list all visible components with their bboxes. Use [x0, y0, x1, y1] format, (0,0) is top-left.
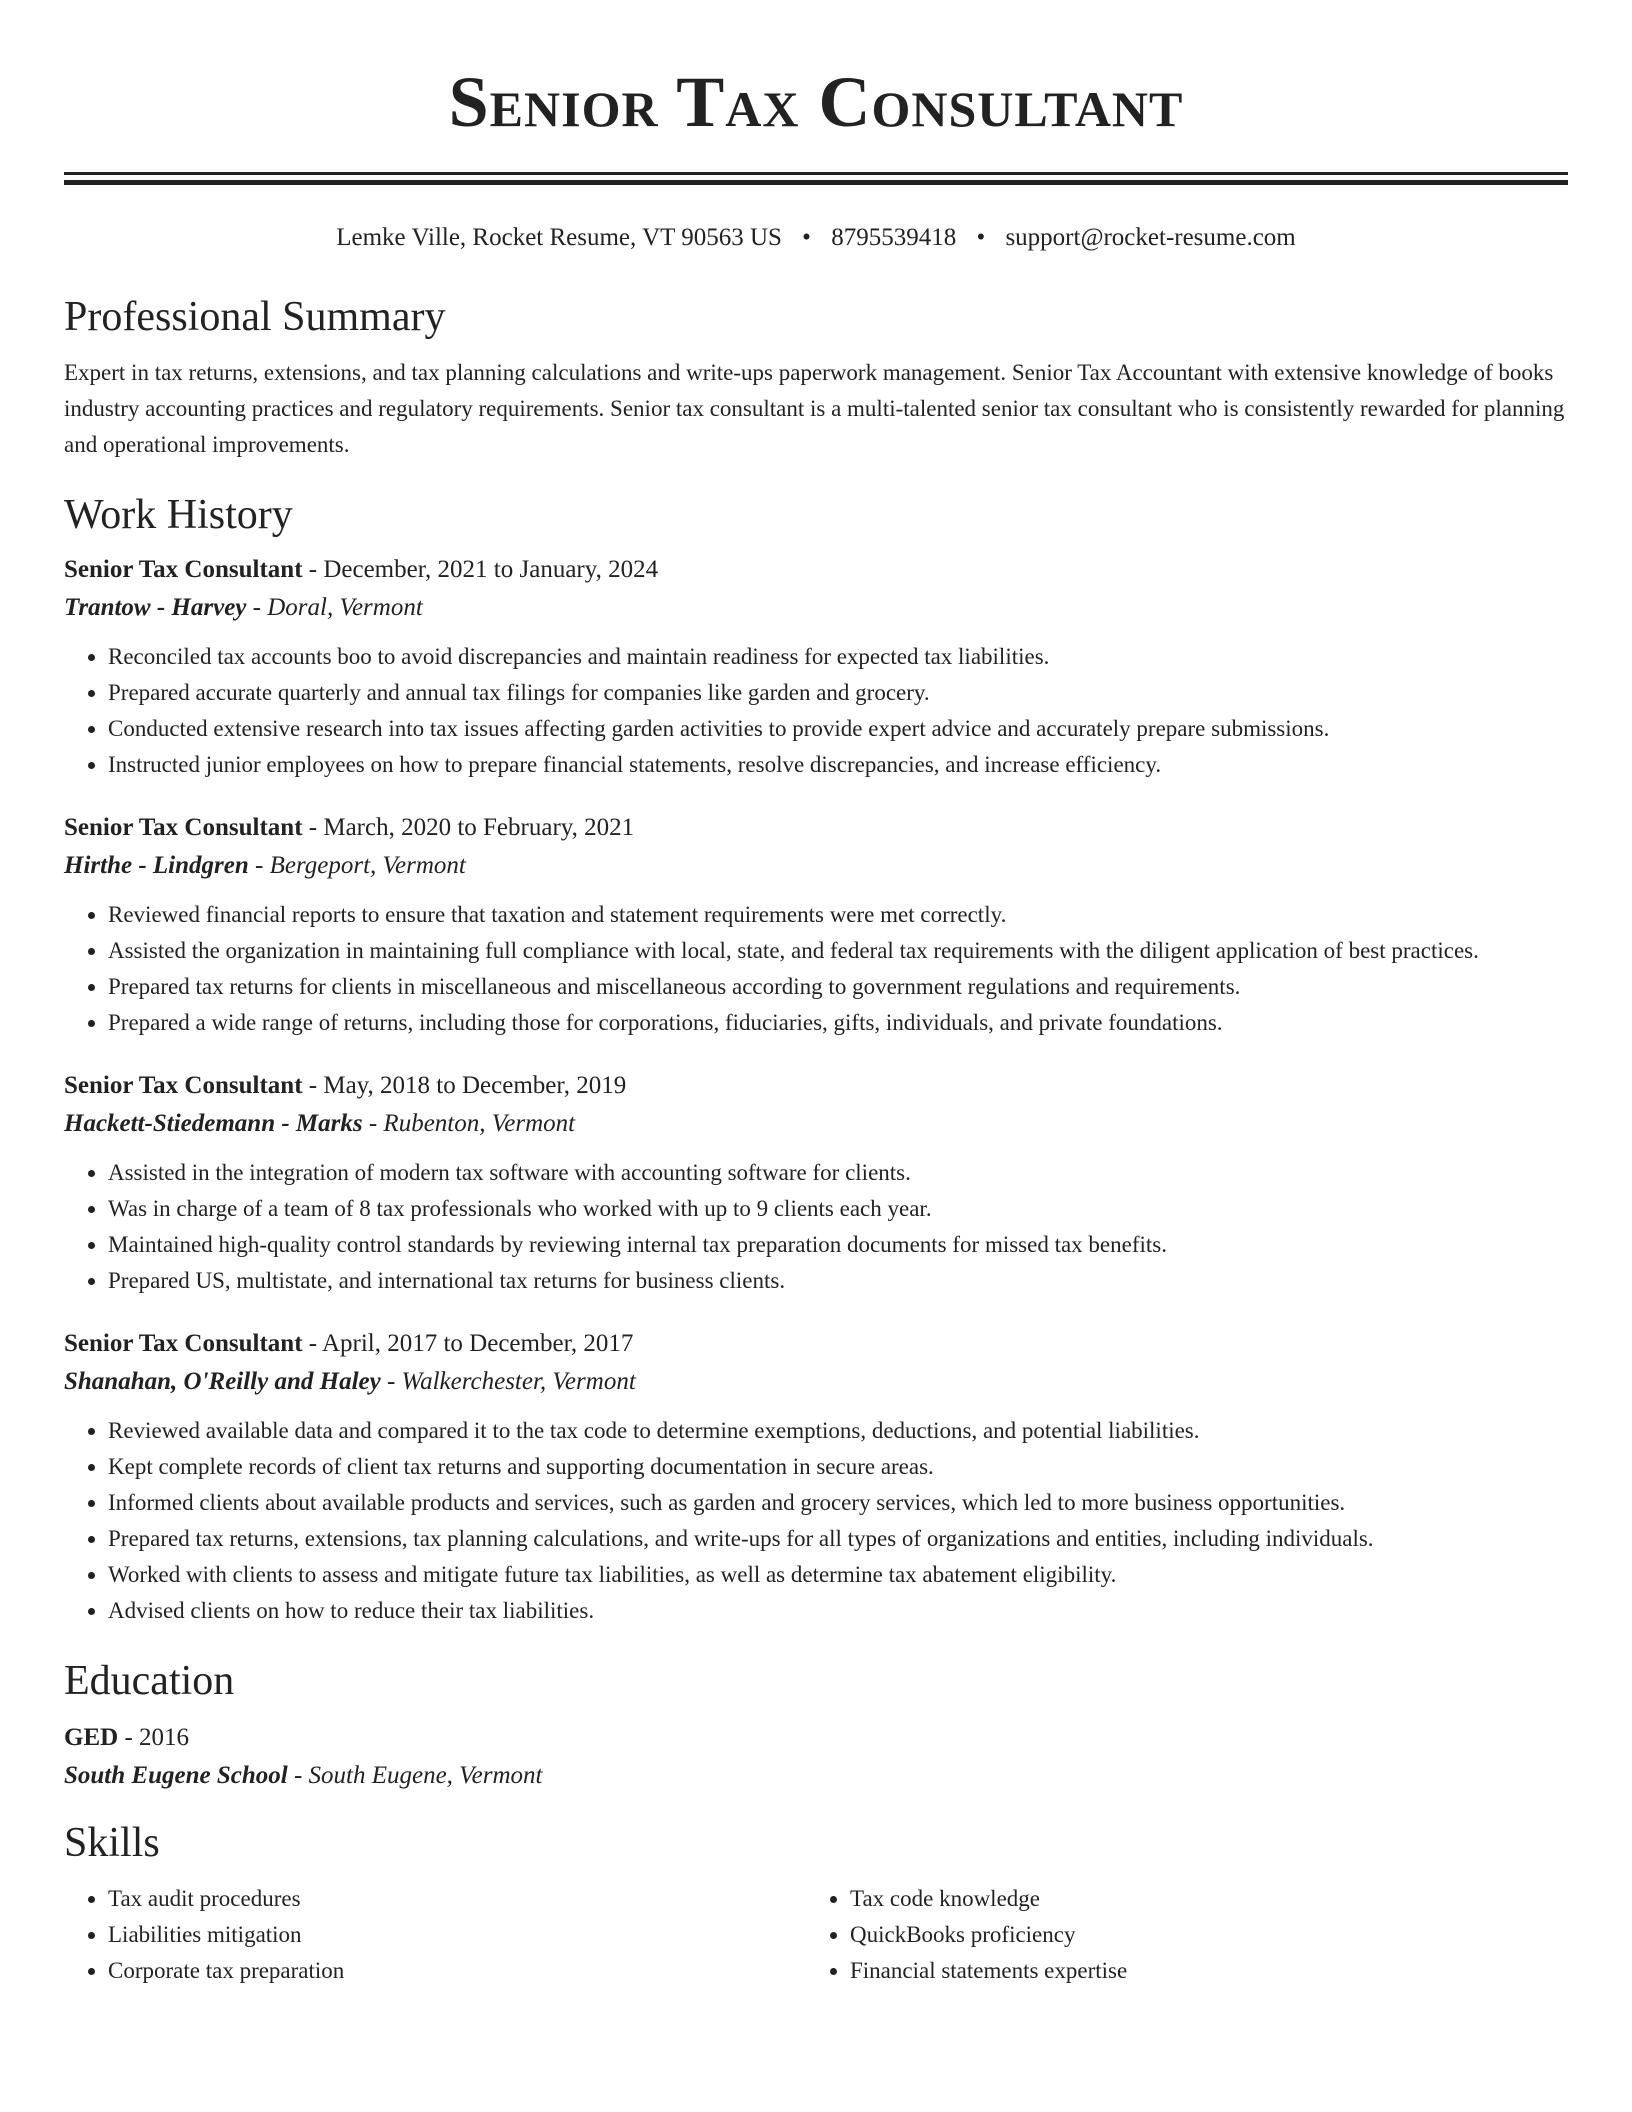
- education-entry: [64, 1719, 1568, 1795]
- job-employer: [64, 589, 1568, 627]
- job-header: [64, 1325, 1568, 1363]
- work-history-heading: Work History: [64, 492, 293, 538]
- job-bullet: • Prepared tax returns, extensions, tax planning calculations, and write-ups for all types of organizations and entities, including individuals.: [108, 1521, 1568, 1557]
- contact-address: Lemke Ville, Rocket Resume, VT 90563 US: [336, 224, 782, 251]
- summary-text: Expert in tax returns, extensions, and tax planning calculations and write-ups paperwork management. Senior Tax Accountant with extensive knowledge of books industry accounting practices and regulatory requirements. Senior tax consultant is a multi-talented senior tax consultant who is consistently rewarded for planning and operational improvements.: [64, 360, 1565, 457]
- job-location: - Rubenton, Vermont: [362, 1110, 576, 1137]
- job-dates: - May, 2018 to December, 2019: [302, 1072, 627, 1099]
- job-employer: [64, 1105, 1568, 1143]
- education-degree: GED: [64, 1724, 119, 1751]
- skills-column-left: [64, 1881, 806, 1989]
- skills-list: [64, 1881, 1568, 1989]
- job-entry: [64, 1325, 1568, 1629]
- resume-name: Senior Tax Consultant: [448, 62, 1184, 142]
- job-bullet: • Kept complete records of client tax returns and supporting documentation in secure areas.: [108, 1449, 1568, 1485]
- job-bullet: • Reviewed financial reports to ensure that taxation and statement requirements were met correctly.: [108, 897, 1568, 933]
- job-header: [64, 809, 1568, 847]
- contact-email: support@rocket-resume.com: [1005, 224, 1296, 251]
- job-bullet: • Assisted the organization in maintaining full compliance with local, state, and federal tax requirements with the diligent application of best practices.: [108, 933, 1568, 969]
- education-location: - South Eugene, Vermont: [287, 1762, 543, 1789]
- job-company: Hackett-Stiedemann - Marks: [64, 1110, 363, 1137]
- header-divider-bottom: [64, 180, 1568, 185]
- contact-phone: 8795539418: [831, 224, 957, 251]
- job-bullet: • Prepared a wide range of returns, including those for corporations, fiduciaries, gifts, individuals, and private foundations.: [108, 1005, 1568, 1041]
- education-heading: Education: [64, 1658, 235, 1704]
- job-company: Trantow - Harvey: [64, 594, 247, 621]
- contact-separator: •: [976, 224, 986, 251]
- summary-heading: Professional Summary: [64, 294, 446, 340]
- job-bullets: [64, 1413, 1568, 1629]
- job-bullet: • Prepared accurate quarterly and annual tax filings for companies like garden and grocery.: [108, 675, 1568, 711]
- job-bullet: • Worked with clients to assess and mitigate future tax liabilities, as well as determine tax abatement eligibility.: [108, 1557, 1568, 1593]
- job-bullet: • Was in charge of a team of 8 tax professionals who worked with up to 9 clients each year.: [108, 1191, 1568, 1227]
- skill-item: • Tax audit procedures: [108, 1881, 806, 1917]
- job-entry: [64, 551, 1568, 783]
- job-bullet: • Prepared US, multistate, and international tax returns for business clients.: [108, 1263, 1568, 1299]
- job-employer: [64, 847, 1568, 885]
- education-school: South Eugene School: [64, 1762, 288, 1789]
- job-dates: - March, 2020 to February, 2021: [302, 814, 635, 841]
- job-bullet: • Maintained high-quality control standards by reviewing internal tax preparation documents for missed tax benefits.: [108, 1227, 1568, 1263]
- job-location: - Walkerchester, Vermont: [380, 1368, 636, 1395]
- contact-separator: •: [802, 224, 811, 251]
- job-header: [64, 551, 1568, 589]
- job-bullets: [64, 897, 1568, 1041]
- education-school-line: [64, 1757, 1568, 1795]
- job-role: Senior Tax Consultant: [64, 1072, 303, 1099]
- job-bullet: • Informed clients about available products and services, such as garden and grocery services, which led to more business opportunities.: [108, 1485, 1568, 1521]
- skill-item: • Liabilities mitigation: [108, 1917, 806, 1953]
- job-entry: [64, 809, 1568, 1041]
- job-company: Shanahan, O'Reilly and Haley: [64, 1368, 381, 1395]
- job-bullet: • Instructed junior employees on how to prepare financial statements, resolve discrepancies, and increase efficiency.: [108, 747, 1568, 783]
- skills-heading: Skills: [64, 1820, 160, 1866]
- job-bullet: • Reconciled tax accounts boo to avoid discrepancies and maintain readiness for expected tax liabilities.: [108, 639, 1568, 675]
- job-bullet: • Reviewed available data and compared it to the tax code to determine exemptions, deductions, and potential liabilities.: [108, 1413, 1568, 1449]
- job-company: Hirthe - Lindgren: [64, 852, 249, 879]
- job-role: Senior Tax Consultant: [64, 814, 303, 841]
- job-bullet: • Conducted extensive research into tax issues affecting garden activities to provide expert advice and accurately prepare submissions.: [108, 711, 1568, 747]
- education-degree-line: [64, 1719, 1568, 1757]
- skill-item: • QuickBooks proficiency: [850, 1917, 1548, 1953]
- job-bullets: [64, 639, 1568, 783]
- job-role: Senior Tax Consultant: [64, 1330, 303, 1357]
- contact-line: [64, 221, 1568, 255]
- skill-item: • Tax code knowledge: [850, 1881, 1548, 1917]
- job-location: - Bergeport, Vermont: [248, 852, 466, 879]
- skill-item: • Corporate tax preparation: [108, 1953, 806, 1989]
- job-bullets: [64, 1155, 1568, 1299]
- job-header: [64, 1067, 1568, 1105]
- job-entry: [64, 1067, 1568, 1299]
- job-dates: - April, 2017 to December, 2017: [302, 1330, 634, 1357]
- job-location: - Doral, Vermont: [246, 594, 423, 621]
- job-employer: [64, 1363, 1568, 1401]
- skill-item: • Financial statements expertise: [850, 1953, 1548, 1989]
- job-bullet: • Assisted in the integration of modern tax software with accounting software for clients.: [108, 1155, 1568, 1191]
- job-role: Senior Tax Consultant: [64, 556, 303, 583]
- job-dates: - December, 2021 to January, 2024: [302, 556, 659, 583]
- education-year: - 2016: [118, 1724, 190, 1751]
- job-bullet: • Prepared tax returns for clients in miscellaneous and miscellaneous according to government regulations and requirements.: [108, 969, 1568, 1005]
- skills-column-right: [806, 1881, 1548, 1989]
- job-bullet: • Advised clients on how to reduce their tax liabilities.: [108, 1593, 1568, 1629]
